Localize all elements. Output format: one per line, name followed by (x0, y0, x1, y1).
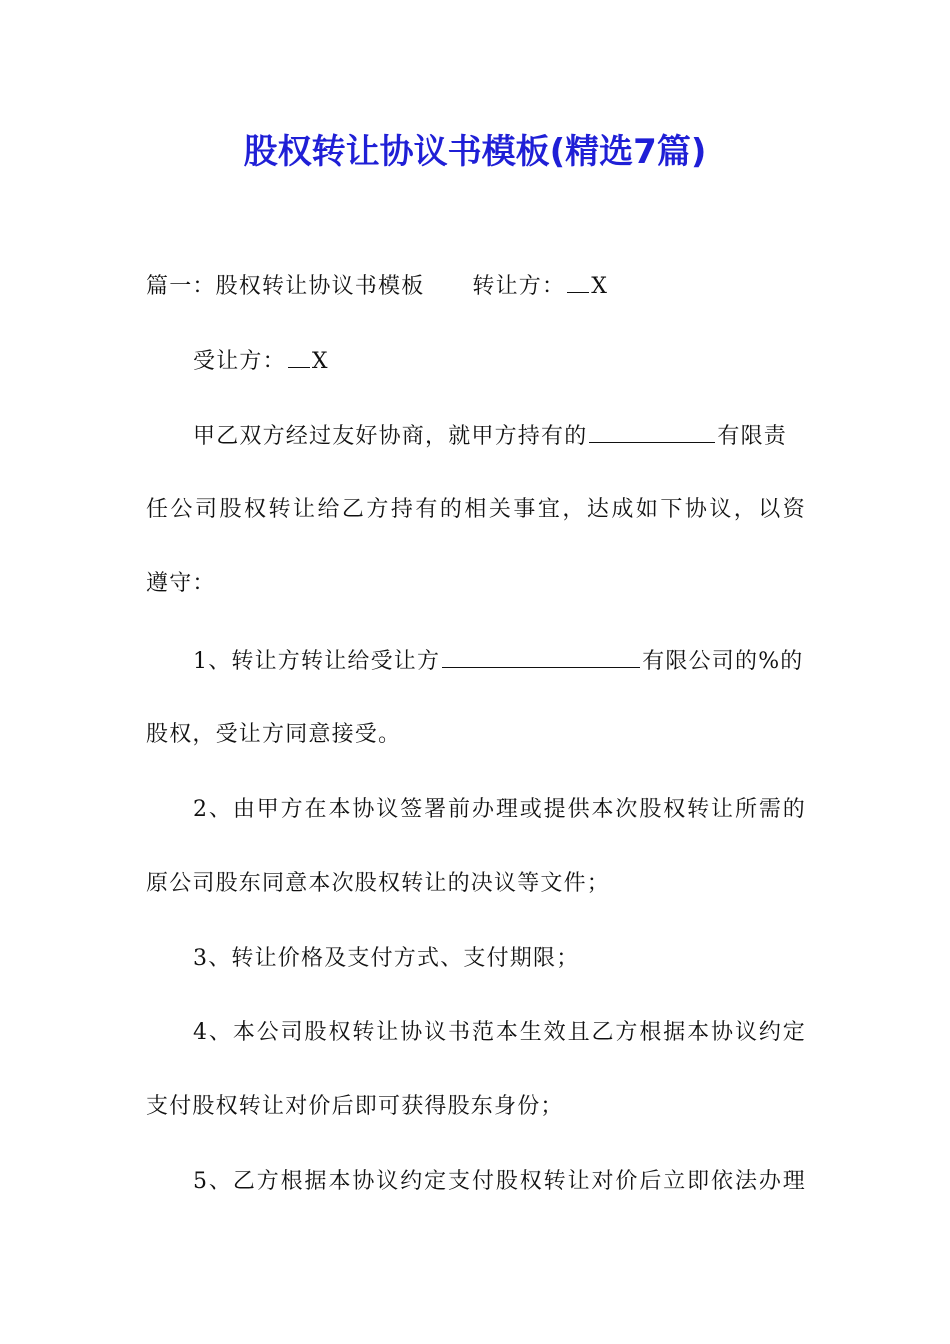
text-segment: 1、转让方转让给受让方 (193, 649, 441, 674)
clause-2-line: 2、由甲方在本协议签署前办理或提供本次股权转让所需的 (193, 797, 806, 822)
company-blank (589, 420, 715, 443)
clause-4-continuation: 支付股权转让对价后即可获得股东身份； (146, 1094, 564, 1119)
transferee-value: X (311, 349, 329, 374)
clause-1-line (193, 645, 806, 678)
section-heading: 篇一：股权转让协议书模板 (146, 274, 425, 299)
clause-3-line: 3、转让价格及支付方式、支付期限； (193, 946, 580, 971)
clause-2-continuation: 原公司股东同意本次股权转让的决议等文件； (146, 871, 611, 896)
paragraph-line (193, 420, 806, 453)
section-heading-line (146, 270, 806, 303)
transferor-label: 转让方： (472, 274, 566, 299)
transferee-blank (288, 345, 310, 368)
text-segment: 有限公司的%的 (642, 649, 804, 674)
clause-4-line: 4、本公司股权转让协议书范本生效且乙方根据本协议约定 (193, 1020, 806, 1045)
text-segment: 有限责 (717, 424, 788, 449)
clause-5-line: 5、乙方根据本协议约定支付股权转让对价后立即依法办理 (193, 1169, 806, 1194)
company-name-blank (442, 645, 640, 668)
transferor-blank (567, 270, 589, 293)
paragraph-line: 任公司股权转让给乙方持有的相关事宜，达成如下协议，以资 (146, 497, 806, 522)
transferee-label: 受让方： (193, 349, 286, 374)
paragraph-line: 遵守： (146, 571, 216, 596)
clause-1-continuation: 股权，受让方同意接受。 (146, 722, 402, 747)
transferee-line (193, 345, 806, 378)
document-title: 股权转让协议书模板(精选7篇) (243, 132, 707, 172)
transferor-value: X (591, 274, 609, 299)
text-segment: 甲乙双方经过友好协商，就甲方持有的 (193, 424, 588, 449)
